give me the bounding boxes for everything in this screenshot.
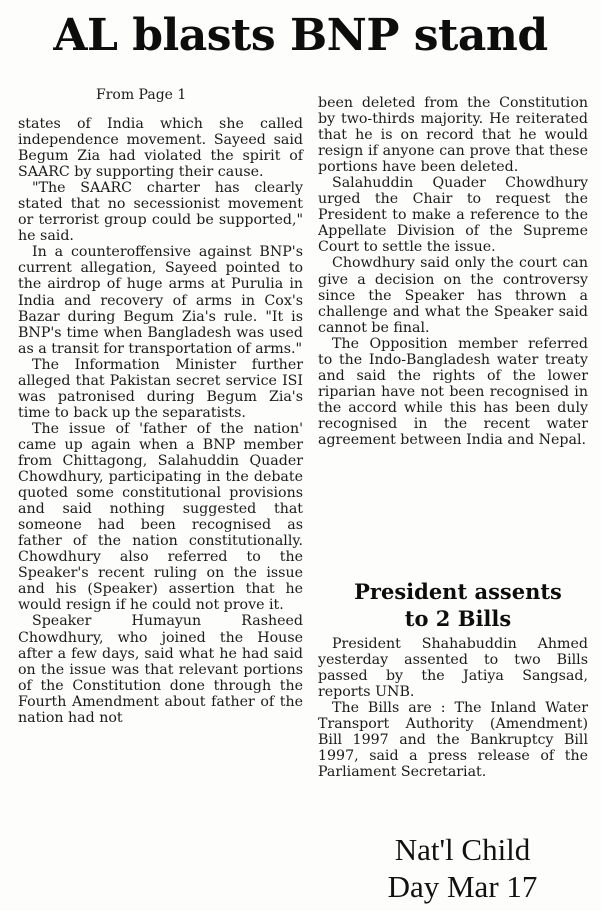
article-paragraph: Chowdhury said only the court can give a decision on the controversy since the Speaker has thrown a challenge and what the Speaker said cannot be final. <box>318 255 588 336</box>
teaser-line2: Day Mar 17 <box>387 869 538 904</box>
article-paragraph: Salahuddin Quader Chowdhury urged the Chair to request the President to make a reference to the Appellate Division of the Supreme Court to settle the issue. <box>318 175 588 256</box>
story2-paragraph: President Shahabuddin Ahmed yesterday assented to two Bills passed by the Jatiya Sangsad, reports UNB. <box>318 636 588 701</box>
article-paragraph: The Opposition member referred to the Indo-Bangladesh water treaty and said the rights of the lower riparian have not been recognised in the accord while this has been duly recognised in the recent water agreement between India and Nepal. <box>318 335 588 448</box>
article-paragraph: The Information Minister further alleged that Pakistan secret service ISI was patronised during Begum Zia's time to back up the separatists. <box>18 356 303 421</box>
article-paragraph: been deleted from the Constitution by two-thirds majority. He reiterated that he is on record that he would resign if anyone can prove that these portions have been deleted. <box>318 95 588 176</box>
story2-body <box>318 636 588 780</box>
article-paragraph: "The SAARC charter has clearly stated that no secessionist movement or terrorist group could be supported," he said. <box>18 180 303 245</box>
article-paragraph: In a counteroffensive against BNP's current allegation, Sayeed pointed to the airdrop of huge arms at Purulia in India and recovery of arms in Cox's Bazar during Begum Zia's rule. "It is BNP's time when Bangladesh was used as a transit for transportation of arms." <box>18 244 303 357</box>
main-headline: AL blasts BNP stand <box>53 10 548 61</box>
story2-paragraph: The Bills are : The Inland Water Transport Authority (Amendment) Bill 1997 and the Bankruptcy Bill 1997, said a press release of the Parliament Secretariat. <box>318 700 588 781</box>
teaser-line1: Nat'l Child <box>394 832 531 867</box>
story2-headline-line2: to 2 Bills <box>404 606 512 631</box>
continuation-label: From Page 1 <box>96 87 187 103</box>
article-paragraph: Speaker Humayun Rasheed Chowdhury, who joined the House after a few days, said what he had said on the issue was that relevant portions of the Constitution done through the Fourth Amendment about father of the nation had not <box>18 613 303 726</box>
article-column-left <box>18 116 303 726</box>
article-paragraph: The issue of 'father of the nation' came up again when a BNP member from Chittagong, Salahuddin Quader Chowdhury, participating in the debate quoted some constitutional provisions and said nothing suggested that someone had been recognised as father of the nation constitutionally. Chowdhury also referred to the Speaker's recent ruling on the issue and his (Speaker) assertion that he would resign if he could not prove it. <box>18 420 303 614</box>
story2-headline-line1: President assents <box>354 579 562 604</box>
article-paragraph: states of India which she called independence movement. Sayeed said Begum Zia had violated the spirit of SAARC by supporting their cause. <box>18 116 303 181</box>
article-column-right <box>318 95 588 448</box>
